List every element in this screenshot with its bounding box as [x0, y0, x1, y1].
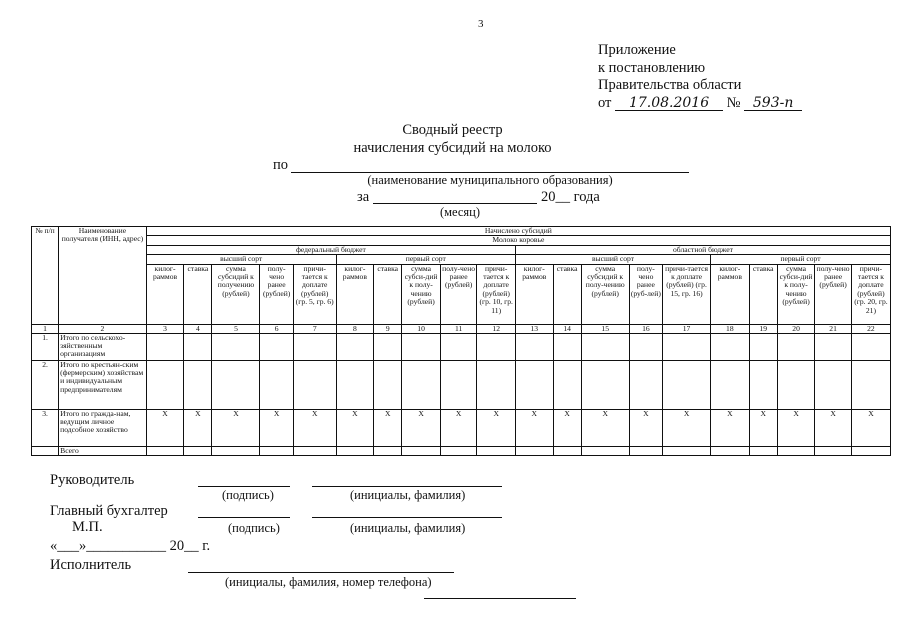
table-cell [777, 333, 815, 360]
accountant-label: Главный бухгалтер [50, 503, 168, 519]
table-cell [146, 360, 184, 409]
col-kg: килог-раммов [516, 264, 554, 324]
table-cell: 2. [32, 360, 59, 409]
table-cell [212, 333, 260, 360]
executor-line [188, 572, 454, 573]
table-cell [663, 360, 711, 409]
col-received: полу-чено ранее (рублей) [260, 264, 293, 324]
column-number: 22 [851, 324, 890, 333]
column-number: 10 [402, 324, 441, 333]
column-number: 1 [32, 324, 59, 333]
accountant-signature-line [198, 517, 290, 518]
table-cell [711, 333, 750, 360]
table-cell: X [477, 409, 516, 446]
column-number: 2 [59, 324, 147, 333]
column-number: 8 [336, 324, 374, 333]
header-milk: Молоко коровье [146, 236, 890, 245]
header-reg-first-grade: первый сорт [711, 255, 891, 264]
table-cell [260, 360, 293, 409]
col-rate: ставка [374, 264, 402, 324]
col-due: причи-тается к доплате (рублей) (гр. 20, гр. 21) [851, 264, 890, 324]
table-cell [851, 446, 890, 455]
table-cell [516, 333, 554, 360]
table-cell [402, 446, 441, 455]
table-cell [516, 446, 554, 455]
table-cell [146, 333, 184, 360]
year-text: 20__ года [541, 189, 600, 205]
table-cell [777, 360, 815, 409]
table-cell: X [851, 409, 890, 446]
table-cell: X [440, 409, 477, 446]
table-cell [851, 360, 890, 409]
date-prefix: от [598, 94, 612, 111]
head-signature-line [198, 486, 290, 487]
header-reg-top-grade: высший сорт [516, 255, 711, 264]
table-cell [711, 446, 750, 455]
table-cell [293, 360, 336, 409]
table-cell [440, 333, 477, 360]
col-kg: килог-раммов [336, 264, 374, 324]
table-row [32, 409, 891, 446]
table-row [32, 446, 891, 455]
column-number: 13 [516, 324, 554, 333]
table-cell [477, 360, 516, 409]
table-cell [184, 360, 212, 409]
table-cell [440, 360, 477, 409]
head-signature-caption: (подпись) [222, 488, 274, 502]
col-received: полу-чено ранее (рублей) [440, 264, 477, 324]
col-due: причи-тается к доплате (рублей) (гр. 10, гр. 11) [477, 264, 516, 324]
col-due: причи-тается к доплате (рублей) (гр. 15, гр. 16) [663, 264, 711, 324]
executor-label: Исполнитель [50, 557, 132, 573]
header-federal: федеральный бюджет [146, 245, 515, 254]
column-number: 12 [477, 324, 516, 333]
table-cell: X [184, 409, 212, 446]
table-cell [663, 446, 711, 455]
col-kg: килог-раммов [711, 264, 750, 324]
head-initials-caption: (инициалы, фамилия) [350, 488, 466, 502]
col-received: полу-чено ранее (рублей) [815, 264, 852, 324]
table-cell: 3. [32, 409, 59, 446]
table-cell: X [553, 409, 581, 446]
table-row [32, 360, 891, 409]
table-cell [477, 333, 516, 360]
table-cell: X [711, 409, 750, 446]
table-cell [32, 446, 59, 455]
table-cell [663, 333, 711, 360]
accountant-signature-caption: (подпись) [228, 521, 280, 535]
column-number: 17 [663, 324, 711, 333]
col-received: полу-чено ранее (руб-лей) [629, 264, 662, 324]
column-number: 9 [374, 324, 402, 333]
col-rate: ставка [749, 264, 777, 324]
column-number: 21 [815, 324, 852, 333]
by-label: по [273, 157, 289, 173]
table-cell: Всего [59, 446, 147, 455]
column-numbers-row [32, 324, 891, 333]
table-cell [336, 446, 374, 455]
table-cell: X [212, 409, 260, 446]
table-cell: Итого по крестьян-ским (фермерским) хозяйствам и индивидуальным предпринимателям [59, 360, 147, 409]
table-cell [260, 446, 293, 455]
table-cell [711, 360, 750, 409]
table-cell [629, 360, 662, 409]
table-cell [553, 333, 581, 360]
table-cell: X [402, 409, 441, 446]
col-sum: сумма субсидий к получению (рублей) [212, 264, 260, 324]
table-cell [629, 333, 662, 360]
header-fed-top-grade: высший сорт [146, 255, 336, 264]
col-sum: сумма субси-дий к полу-чению (рублей) [777, 264, 815, 324]
appendix-line-3: Правительства области [598, 77, 742, 93]
table-cell [477, 446, 516, 455]
register-table [31, 226, 891, 456]
table-cell [440, 446, 477, 455]
for-label: за [357, 189, 370, 205]
table-cell [336, 360, 374, 409]
table-cell [749, 446, 777, 455]
handwritten-number: 593-п [744, 96, 802, 111]
table-cell [516, 360, 554, 409]
table-cell [749, 360, 777, 409]
col-due: причи-тается к доплате (рублей) (гр. 5, гр. 6) [293, 264, 336, 324]
table-cell [260, 333, 293, 360]
table-cell [553, 360, 581, 409]
table-cell [815, 360, 852, 409]
table-cell [212, 360, 260, 409]
table-cell: X [629, 409, 662, 446]
table-cell: X [749, 409, 777, 446]
column-number: 14 [553, 324, 581, 333]
accountant-initials-caption: (инициалы, фамилия) [350, 521, 466, 535]
column-number: 5 [212, 324, 260, 333]
table-cell [402, 360, 441, 409]
col-sum: сумма субси-дий к полу-чению (рублей) [402, 264, 441, 324]
handwritten-date: 17.08.2016 [615, 96, 723, 111]
header-num: № п/п [32, 227, 59, 325]
accountant-name-line [312, 517, 502, 518]
head-name-line [312, 486, 502, 487]
appendix-line-1: Приложение [598, 42, 676, 58]
col-rate: ставка [553, 264, 581, 324]
municipality-caption: (наименование муниципального образования) [367, 173, 613, 187]
column-number: 7 [293, 324, 336, 333]
table-cell [212, 446, 260, 455]
date-line: «___»___________ 20__ г. [50, 538, 211, 554]
table-cell [581, 360, 629, 409]
col-sum: сумма субсидий к полу-чению (рублей) [581, 264, 629, 324]
table-cell: X [663, 409, 711, 446]
table-cell: X [374, 409, 402, 446]
table-cell [374, 360, 402, 409]
table-cell [336, 333, 374, 360]
page-number: 3 [478, 18, 484, 30]
table-cell [402, 333, 441, 360]
appendix-date-line [598, 95, 802, 113]
table-cell: 1. [32, 333, 59, 360]
column-number: 3 [146, 324, 184, 333]
column-number: 16 [629, 324, 662, 333]
table-cell: X [815, 409, 852, 446]
header-name: Наименование получателя (ИНН, адрес) [59, 227, 147, 325]
column-number: 6 [260, 324, 293, 333]
table-cell [581, 446, 629, 455]
table-cell [184, 446, 212, 455]
table-cell [374, 333, 402, 360]
table-cell: X [581, 409, 629, 446]
table-cell [293, 446, 336, 455]
table-cell: X [260, 409, 293, 446]
table-cell: X [516, 409, 554, 446]
table-cell: Итого по сельскохо-зяйственным организациям [59, 333, 147, 360]
number-prefix: № [726, 94, 741, 111]
table-cell [374, 446, 402, 455]
header-accrued: Начислено субсидий [146, 227, 890, 236]
head-label: Руководитель [50, 472, 135, 488]
table-cell: X [777, 409, 815, 446]
table-cell [146, 446, 184, 455]
column-number: 15 [581, 324, 629, 333]
table-row [32, 333, 891, 360]
table-cell [581, 333, 629, 360]
table-cell: X [146, 409, 184, 446]
table-cell [815, 333, 852, 360]
table-cell [293, 333, 336, 360]
table-cell [749, 333, 777, 360]
extra-line [424, 598, 576, 599]
document-title: Сводный реестр [402, 122, 503, 138]
month-field [373, 203, 537, 204]
table-cell: X [293, 409, 336, 446]
column-number: 20 [777, 324, 815, 333]
header-fed-first-grade: первый сорт [336, 255, 515, 264]
column-number: 11 [440, 324, 477, 333]
executor-caption: (инициалы, фамилия, номер телефона) [225, 575, 432, 589]
table-cell [851, 333, 890, 360]
table-cell [629, 446, 662, 455]
col-rate: ставка [184, 264, 212, 324]
table-cell [553, 446, 581, 455]
table-cell [777, 446, 815, 455]
column-number: 4 [184, 324, 212, 333]
table-cell: X [336, 409, 374, 446]
document-subtitle: начисления субсидий на молоко [353, 140, 552, 156]
table-cell [184, 333, 212, 360]
table-cell [815, 446, 852, 455]
month-caption: (месяц) [439, 205, 481, 219]
column-number: 18 [711, 324, 750, 333]
column-number: 19 [749, 324, 777, 333]
appendix-block [598, 42, 802, 112]
col-kg: килог-раммов [146, 264, 184, 324]
table-cell: Итого по гражда-нам, ведущим личное подсобное хозяйство [59, 409, 147, 446]
appendix-line-2: к постановлению [598, 59, 706, 76]
header-regional: областной бюджет [516, 245, 891, 254]
stamp-label: М.П. [72, 519, 103, 535]
